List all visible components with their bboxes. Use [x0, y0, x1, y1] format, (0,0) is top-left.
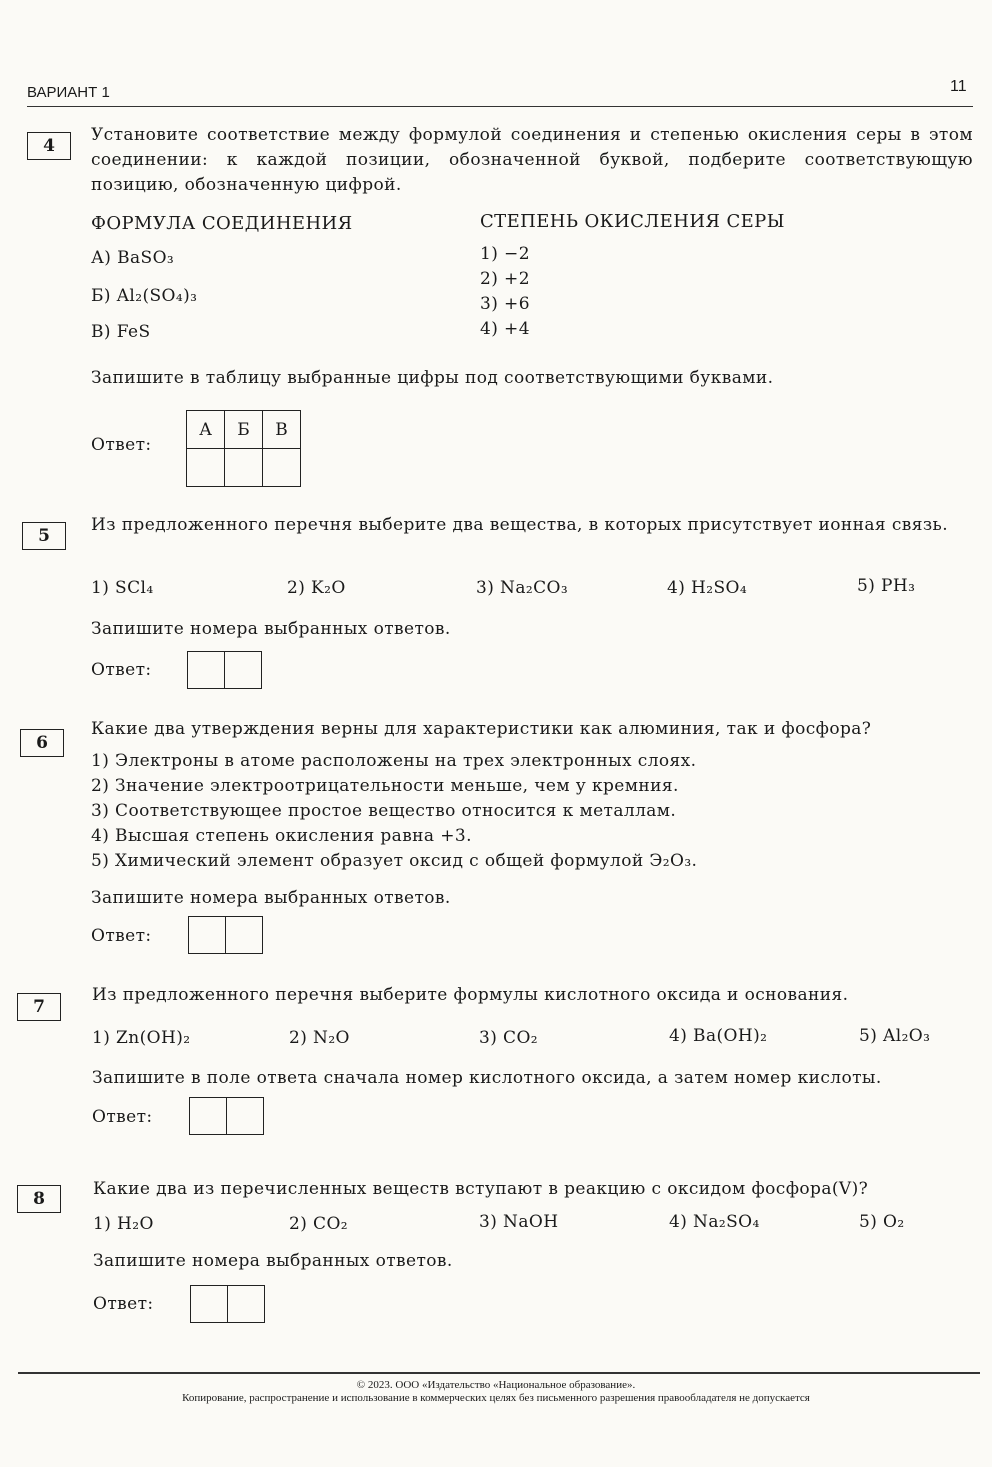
- question-6-instruction: Запишите номера выбранных ответов.: [91, 888, 451, 908]
- answer-cell[interactable]: [187, 449, 225, 487]
- option: 5) Химический элемент образует оксид с общей формулой Э₂O₃.: [91, 851, 698, 871]
- option: 2) CO₂: [289, 1214, 349, 1234]
- option: 4) H₂SO₄: [667, 578, 748, 598]
- option: 5) O₂: [859, 1212, 905, 1232]
- answer-boxes-7: [189, 1097, 264, 1135]
- footer-rule: [18, 1372, 980, 1374]
- page-number: 11: [950, 78, 967, 95]
- column-header: А: [187, 411, 225, 449]
- question-number-6: 6: [20, 729, 64, 757]
- question-4-text: Установите соответствие между формулой соединения и степенью окисления серы в этом соединении: к каждой позиции, обозначенной буквой, подберите соответствующую позицию, обозначенную цифрой.: [91, 125, 973, 195]
- option: 1) SCl₄: [91, 578, 154, 598]
- option: 2) N₂O: [289, 1028, 350, 1048]
- answer-boxes-5: [187, 651, 262, 689]
- oxidation-item: 2) +2: [480, 269, 530, 289]
- option: 3) CO₂: [479, 1028, 539, 1048]
- answer-cell[interactable]: [228, 1286, 264, 1322]
- question-5-text: Из предложенного перечня выберите два вещества, в которых присутствует ионная связь.: [91, 515, 948, 535]
- option: 5) Al₂O₃: [859, 1026, 931, 1046]
- option: 1) Электроны в атоме расположены на трех электронных слоях.: [91, 751, 697, 771]
- question-8-instruction: Запишите номера выбранных ответов.: [93, 1251, 453, 1271]
- question-number-8: 8: [17, 1185, 61, 1213]
- column-header: Б: [225, 411, 263, 449]
- footer-notice: Копирование, распространение и использование в коммерческих целях без письменного разрешения правообладателя не допускается: [182, 1392, 810, 1404]
- answer-cell[interactable]: [191, 1286, 228, 1322]
- option: 4) Высшая степень окисления равна +3.: [91, 826, 472, 846]
- answer-cell[interactable]: [227, 1098, 263, 1134]
- answer-cell[interactable]: [226, 917, 262, 953]
- option: 3) NaOH: [479, 1212, 559, 1232]
- footer-copyright: © 2023. ООО «Издательство «Национальное образование».: [356, 1379, 636, 1391]
- option: 4) Ba(OH)₂: [669, 1026, 768, 1046]
- question-7-instruction: Запишите в поле ответа сначала номер кислотного оксида, а затем номер кислоты.: [92, 1068, 882, 1088]
- header-rule: [27, 106, 973, 107]
- question-4-instruction: Запишите в таблицу выбранные цифры под соответствующими буквами.: [91, 368, 774, 388]
- formula-item: Б) Al₂(SO₄)₃: [91, 286, 198, 306]
- answer-cell[interactable]: [225, 449, 263, 487]
- option: 3) Соответствующее простое вещество относится к металлам.: [91, 801, 677, 821]
- answer-label: Ответ:: [91, 926, 152, 946]
- answer-label: Ответ:: [92, 1107, 153, 1127]
- oxidation-item: 3) +6: [480, 294, 530, 314]
- answer-boxes-6: [188, 916, 263, 954]
- option: 1) Zn(OH)₂: [92, 1028, 191, 1048]
- oxidation-item: 4) +4: [480, 319, 530, 339]
- option: 1) H₂O: [93, 1214, 154, 1234]
- answer-cell[interactable]: [263, 449, 301, 487]
- question-number-4: 4: [27, 132, 71, 160]
- oxidation-item: 1) −2: [480, 244, 530, 264]
- oxidation-heading: СТЕПЕНЬ ОКИСЛЕНИЯ СЕРЫ: [480, 211, 785, 232]
- question-6-text: Какие два утверждения верны для характеристики как алюминия, так и фосфора?: [91, 719, 872, 739]
- option: 2) Значение электроотрицательности меньше, чем у кремния.: [91, 776, 679, 796]
- answer-cell[interactable]: [225, 652, 261, 688]
- question-7-text: Из предложенного перечня выберите формулы кислотного оксида и основания.: [92, 985, 849, 1005]
- question-5-instruction: Запишите номера выбранных ответов.: [91, 619, 451, 639]
- formula-item: А) BaSO₃: [91, 248, 175, 268]
- answer-label: Ответ:: [91, 660, 152, 680]
- answer-boxes-8: [190, 1285, 265, 1323]
- option: 2) K₂O: [287, 578, 346, 598]
- question-number-7: 7: [17, 993, 61, 1021]
- answer-cell[interactable]: [188, 652, 225, 688]
- column-header: В: [263, 411, 301, 449]
- variant-label: ВАРИАНТ 1: [27, 84, 110, 101]
- question-number-5: 5: [22, 522, 66, 550]
- answer-cell[interactable]: [190, 1098, 227, 1134]
- answer-cell[interactable]: [189, 917, 226, 953]
- formula-item: В) FeS: [91, 322, 151, 342]
- answer-table-4: [186, 410, 301, 487]
- option: 3) Na₂CO₃: [476, 578, 569, 598]
- question-8-text: Какие два из перечисленных веществ вступают в реакцию с оксидом фосфора(V)?: [93, 1179, 869, 1199]
- answer-label: Ответ:: [93, 1294, 154, 1314]
- answer-label: Ответ:: [91, 435, 152, 455]
- formula-heading: ФОРМУЛА СОЕДИНЕНИЯ: [91, 213, 353, 234]
- option: 5) PH₃: [857, 576, 916, 596]
- option: 4) Na₂SO₄: [669, 1212, 760, 1232]
